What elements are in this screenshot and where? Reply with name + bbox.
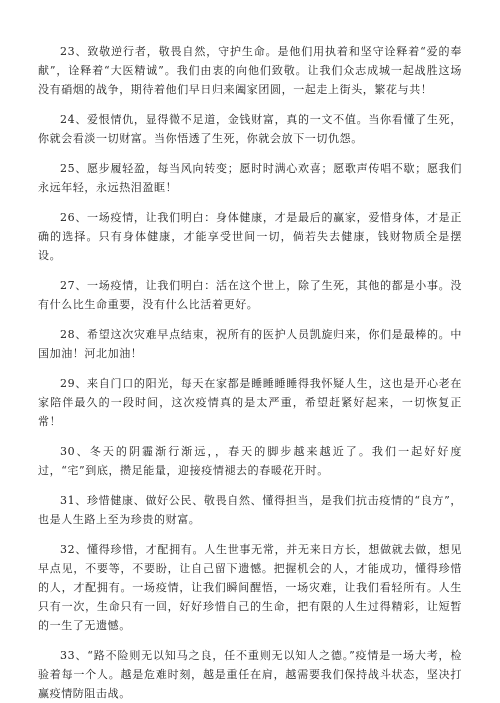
paragraph-27: 27、一场疫情，让我们明白：活在这个世上，除了生死，其他的都是小事。没有什么比生命重要，没有什么比活着更好。 [38, 279, 462, 311]
paragraph-29: 29、来自门口的阳光，每天在家都是睡睡睡睡得我怀疑人生，这也是开心老在家陪伴最久的一段时间，这次疫情真的是太严重，希望赶紧好起来，一切恢复正常！ [38, 377, 462, 428]
paragraph-26: 26、一场疫情，让我们明白：身体健康，才是最后的赢家，爱惜身体，才是正确的选择。只有身体健康，才能享受世间一切，倘若失去健康，钱财物质全是摆设。 [38, 211, 462, 262]
paragraph-30: 30、冬天的阴霾渐行渐远，，春天的脚步越来越近了。我们一起好好度过，“宅”到底，攒足能量，迎接疫情褪去的春暖花开时。 [38, 445, 462, 477]
paragraph-33: 33、“路不险则无以知马之良，任不重则无以知人之德。”疫情是一场大考，检验着每一个人。越是危难时刻，越是重任在肩，越需要我们保持战斗状态，坚决打赢疫情防阻击战。 [38, 649, 462, 700]
paragraph-31: 31、珍惜健康、做好公民、敬畏自然、懂得担当，是我们抗击疫情的“良方”，也是人生路上至为珍贵的财富。 [38, 494, 462, 526]
paragraph-32: 32、懂得珍惜，才配拥有。人生世事无常，并无来日方长，想做就去做，想见早点见，不要等，不要盼，让自己留下遗憾。把握机会的人，才能成功，懂得珍惜的人，才配拥有。一场疫情，让我们瞬间醒悟，一场灾难，让我们看轻所有。人生只有一次，生命只有一回，好好珍惜自己的生命，把有限的人生过得精彩，让短暂的一生了无遗憾。 [38, 543, 462, 632]
paragraph-25: 25、愿步履轻盈，每当风向转变；愿时时满心欢喜；愿歌声传唱不歇；愿我们永远年轻，永远热泪盈眶！ [38, 162, 462, 194]
paragraph-24: 24、爱恨情仇，显得微不足道，金钱财富，真的一文不值。当你看懂了生死，你就会看淡一切财富。当你悟透了生死，你就会放下一切仇怨。 [38, 113, 462, 145]
paragraph-28: 28、希望这次灾难早点结束，祝所有的医护人员凯旋归来，你们是最棒的。中国加油！河北加油！ [38, 328, 462, 360]
paragraph-23: 23、致敬逆行者，敬畏自然，守护生命。是他们用执着和坚守诠释着“爱的奉献”，诠释着“大医精诚”。我们由衷的向他们致敬。让我们众志成城一起战胜这场没有硝烟的战争，期待着他们早日归来阖家团圆，一起走上街头，繁花与共！ [38, 45, 462, 96]
